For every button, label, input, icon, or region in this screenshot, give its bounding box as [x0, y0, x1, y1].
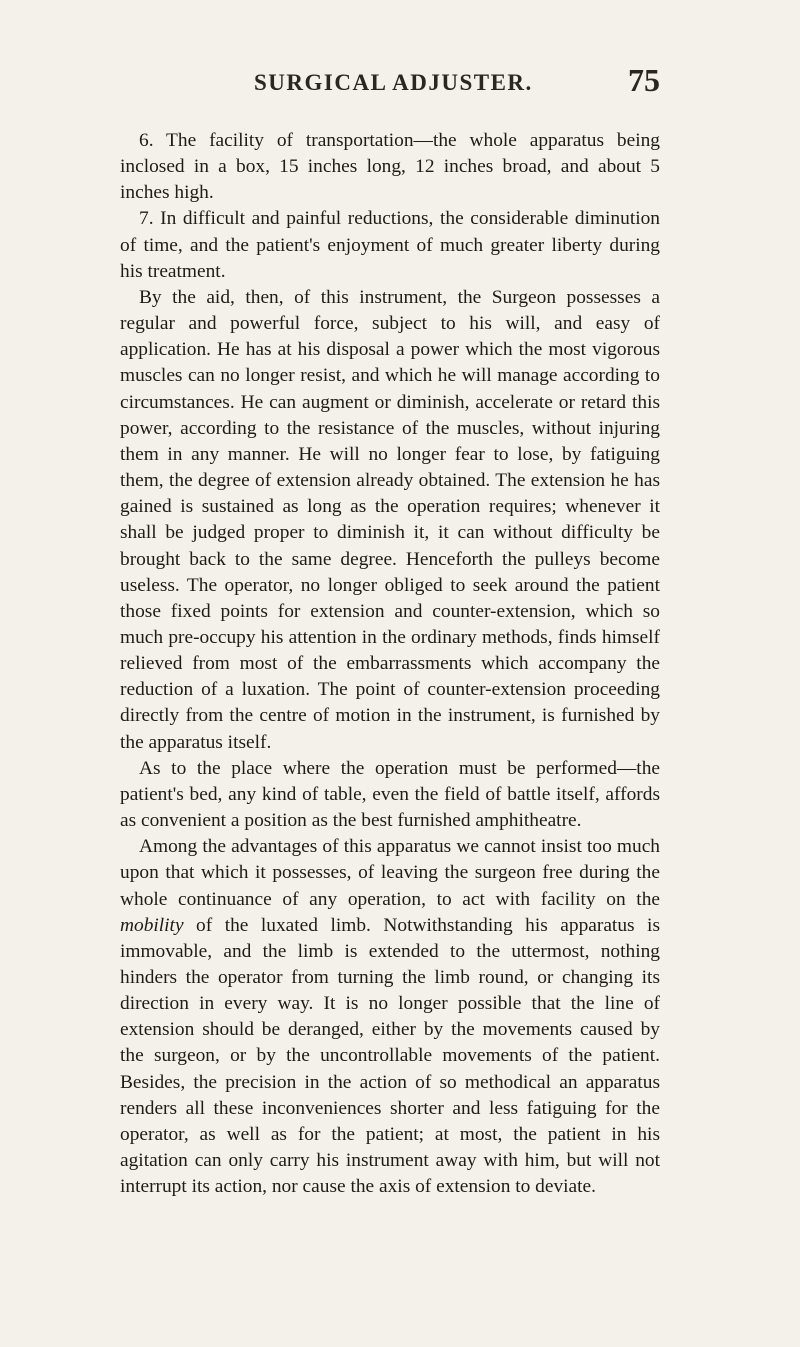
- paragraph-advantages: [120, 834, 660, 1200]
- body-text: [120, 128, 660, 1200]
- emphasis-mobility: mobility: [120, 914, 184, 936]
- advantages-text-end: of the luxated limb. Notwithstanding his apparatus is immovable, and the limb is extended to the uttermost, nothing hinders the operator from turning the limb round, or changing its direction in every way. It is no longer possible that the line of extension should be deranged, either by the movements caused by the surgeon, or by the uncontrollable movements of the patient. Besides, the precision in the action of so methodical an apparatus renders all these inconveniences shorter and less fatiguing for the operator, as well as for the patient; at most, the patient in his agitation can only carry his instrument away with him, but will not interrupt its action, nor cause the axis of extension to deviate.: [120, 914, 660, 1198]
- advantages-text-start: Among the advantages of this apparatus we cannot insist too much upon that which it possesses, of leaving the surgeon free during the whole continuance of any operation, to act with facility on the: [120, 836, 660, 910]
- page-number: 75: [628, 62, 660, 98]
- paragraph-item-6: 6. The facility of transportation—the whole apparatus being inclosed in a box, 15 inches long, 12 inches broad, and about 5 inches high.: [120, 130, 660, 204]
- running-title: SURGICAL ADJUSTER.: [254, 70, 533, 95]
- paragraph-surgeon-force: By the aid, then, of this instrument, the Surgeon possesses a regular and powerful force, subject to his will, and easy of application. He has at his disposal a power which the most vigorous muscles can no longer resist, and which he will manage according to circumstances. He can augment or diminish, accelerate or retard this power, according to the resistance of the muscles, without injuring them in any manner. He will no longer fear to lose, by fatiguing them, the degree of extension already obtained. The extension he has gained is sustained as long as the operation requires; whenever it shall be judged proper to diminish it, it can without difficulty be brought back to the same degree. Henceforth the pulleys become useless. The operator, no longer obliged to seek around the patient those fixed points for extension and counter-extension, which so much pre-occupy his attention in the ordinary methods, finds himself relieved from most of the embarrassments which accompany the reduction of a luxation. The point of counter-extension proceeding directly from the centre of motion in the instrument, is furnished by the apparatus itself.: [120, 286, 660, 753]
- paragraph-item-7: 7. In difficult and painful reductions, the considerable diminution of time, and the patient's enjoyment of much greater liberty during his treatment.: [120, 208, 660, 282]
- paragraph-place-of-operation: As to the place where the operation must be performed—the patient's bed, any kind of table, even the field of battle itself, affords as convenient a position as the best furnished amphitheatre.: [120, 757, 660, 832]
